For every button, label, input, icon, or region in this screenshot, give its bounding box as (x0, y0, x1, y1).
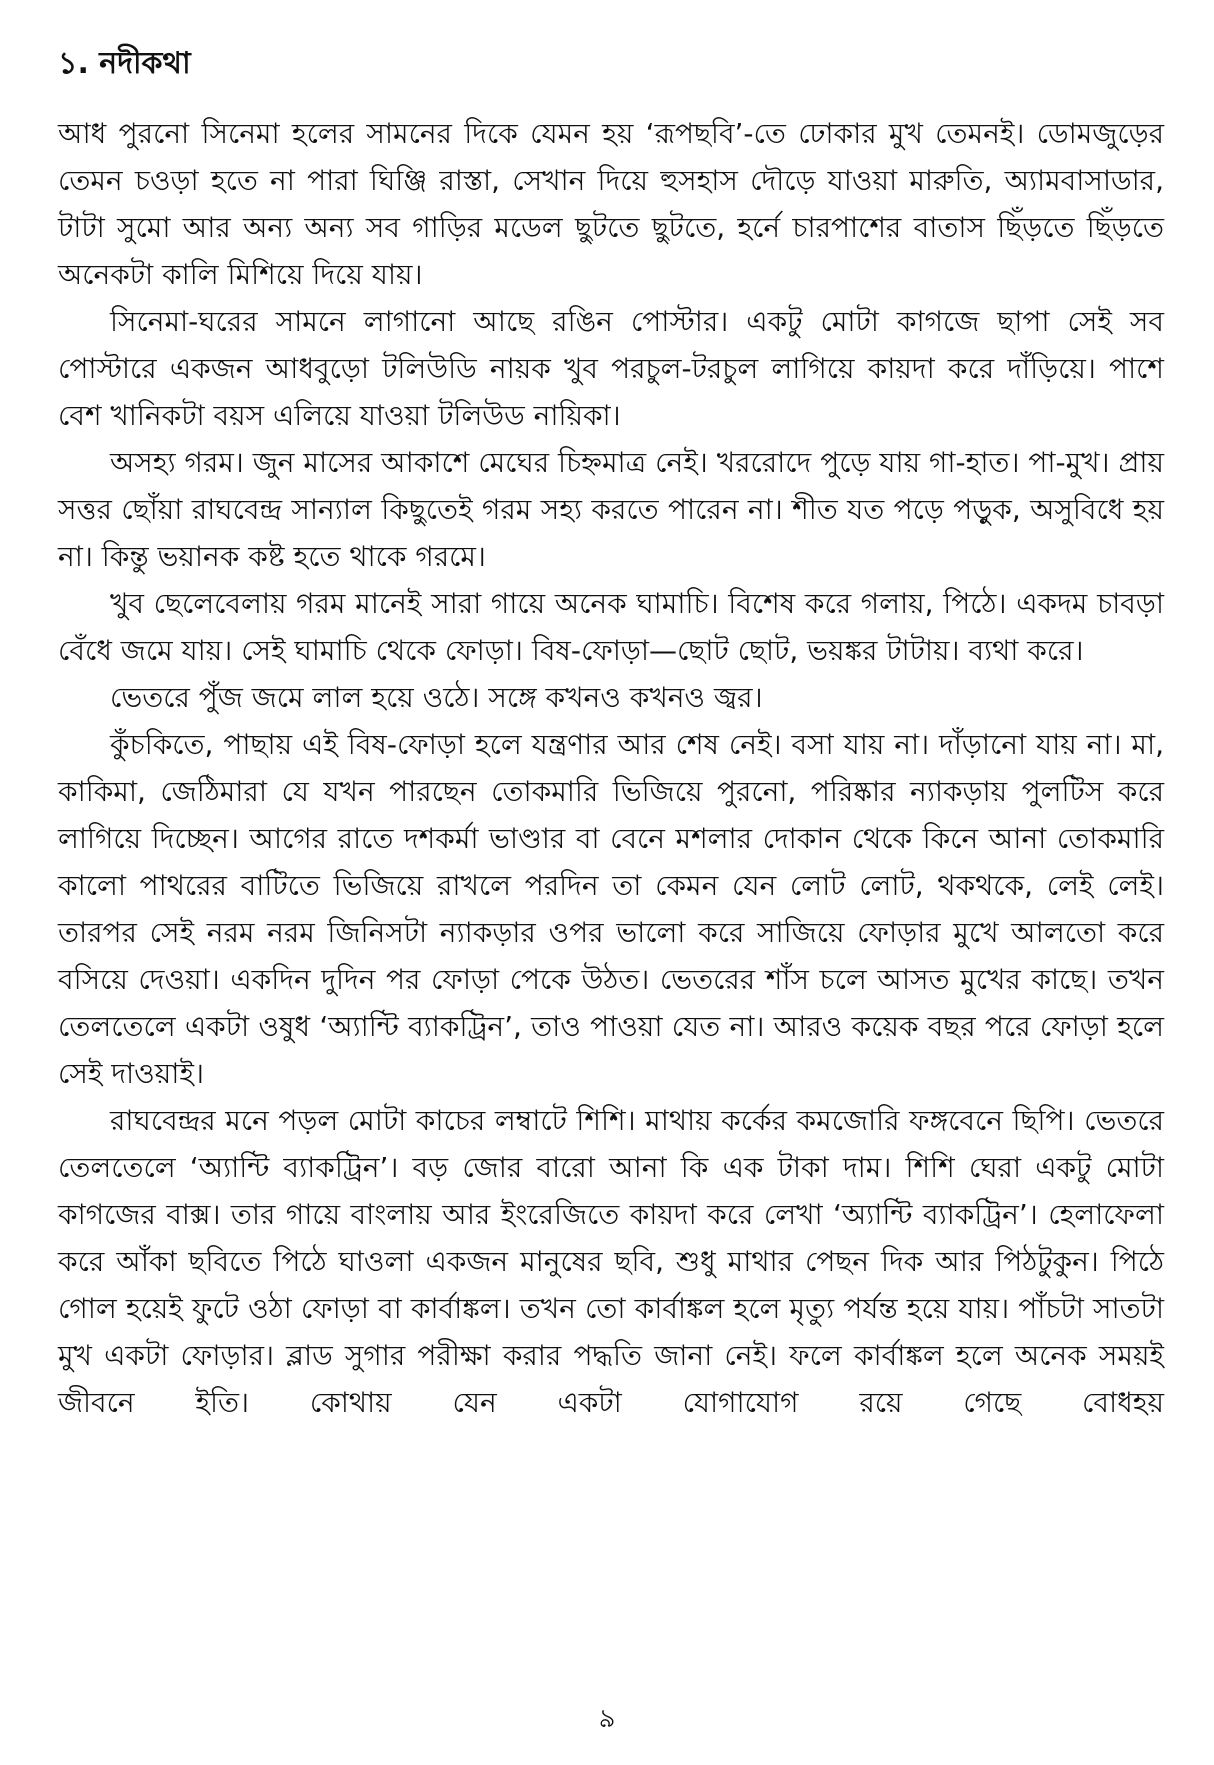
chapter-title: ১. নদীকথা (58, 46, 191, 81)
paragraph-6: কুঁচকিতে, পাছায় এই বিষ-ফোড়া হলে যন্ত্রণার আর শেষ নেই। বসা যায় না। দাঁড়ানো যায় না। মা, কাকিমা, জেঠিমারা যে যখন পারছেন তোকমারি ভিজিয়ে পুরনো, পরিষ্কার ন্যাকড়ায় পুলটিস করে লাগিয়ে দিচ্ছেন। আগের রাতে দশকর্মা ভাণ্ডার বা বেনে মশলার দোকান থেকে কিনে আনা তোকমারি কালো পাথরের বাটিতে ভিজিয়ে রাখলে পরদিন তা কেমন যেন লোট লোট, থকথকে, লেই লেই। তারপর সেই নরম নরম জিনিসটা ন্যাকড়ার ওপর ভালো করে সাজিয়ে ফোড়ার মুখে আলতো করে বসিয়ে দেওয়া। একদিন দুদিন পর ফোড়া পেকে উঠত। ভেতরের শাঁস চলে আসত মুখের কাছে। তখন তেলতেলে একটা ওষুধ ‘অ্যান্টি ব্যাকট্রিন’, তাও পাওয়া যেত না। আরও কয়েক বছর পরে ফোড়া হলে সেই দাওয়াই। (58, 728, 1164, 1090)
paragraph-2: সিনেমা-ঘরের সামনে লাগানো আছে রঙিন পোস্টার। একটু মোটা কাগজে ছাপা সেই সব পোস্টারে একজন আধবুড়ো টলিউডি নায়ক খুব পরচুল-টরচুল লাগিয়ে কায়দা করে দাঁড়িয়ে। পাশে বেশ খানিকটা বয়স এলিয়ে যাওয়া টলিউড নায়িকা। (58, 305, 1164, 432)
page-number: ৯ (598, 1704, 616, 1734)
paragraph-1: আধ পুরনো সিনেমা হলের সামনের দিকে যেমন হয় ‘রূপছবি’-তে ঢোকার মুখ তেমনই। ডোমজুড়ের তেমন চওড়া হতে না পারা ঘিঞ্জি রাস্তা, সেখান দিয়ে হুসহাস দৌড়ে যাওয়া মারুতি, অ্যামবাসাডার, টাটা সুমো আর অন্য অন্য সব গাড়ির মডেল ছুটতে ছুটতে, হর্নে চারপাশের বাতাস ছিঁড়তে ছিঁড়তে অনেকটা কালি মিশিয়ে দিয়ে যায়। (58, 117, 1164, 291)
paragraph-4: খুব ছেলেবেলায় গরম মানেই সারা গায়ে অনেক ঘামাচি। বিশেষ করে গলায়, পিঠে। একদম চাবড়া বেঁধে জমে যায়। সেই ঘামাচি থেকে ফোড়া। বিষ-ফোড়া—ছোট ছোট, ভয়ঙ্কর টাটায়। ব্যথা করে। (58, 587, 1164, 667)
paragraph-3: অসহ্য গরম। জুন মাসের আকাশে মেঘের চিহ্নমাত্র নেই। খররোদে পুড়ে যায় গা-হাত। পা-মুখ। প্রায় সত্তর ছোঁয়া রাঘবেন্দ্র সান্যাল কিছুতেই গরম সহ্য করতে পারেন না। শীত যত পড়ে পড়ুক, অসুবিধে হয় না। কিন্তু ভয়ানক কষ্ট হতে থাকে গরমে। (58, 446, 1164, 573)
paragraph-7: রাঘবেন্দ্রর মনে পড়ল মোটা কাচের লম্বাটে শিশি। মাথায় কর্কের কমজোরি ফঙ্গবেনে ছিপি। ভেতরে তেলতেলে ‘অ্যান্টি ব্যাকট্রিন’। বড় জোর বারো আনা কি এক টাকা দাম। শিশি ঘেরা একটু মোটা কাগজের বাক্স। তার গায়ে বাংলায় আর ইংরেজিতে কায়দা করে লেখা ‘অ্যান্টি ব্যাকট্রিন’। হেলাফেলা করে আঁকা ছবিতে পিঠে ঘাওলা একজন মানুষের ছবি, শুধু মাথার পেছন দিক আর পিঠটুকুন। পিঠে গোল হয়েই ফুটে ওঠা ফোড়া বা কার্বাঙ্কল। তখন তো কার্বাঙ্কল হলে মৃত্যু পর্যন্ত হয়ে যায়। পাঁচটা সাতটা মুখ একটা ফোড়ার। ব্লাড সুগার পরীক্ষা করার পদ্ধতি জানা নেই। ফলে কার্বাঙ্কল হলে অনেক সময়ই জীবনে ইতি। কোথায় যেন একটা যোগাযোগ রয়ে গেছে বোধহয় (58, 1104, 1164, 1419)
paragraph-5: ভেতরে পুঁজ জমে লাল হয়ে ওঠে। সঙ্গে কখনও কখনও জ্বর। (110, 681, 763, 714)
body-text (58, 110, 1164, 1426)
